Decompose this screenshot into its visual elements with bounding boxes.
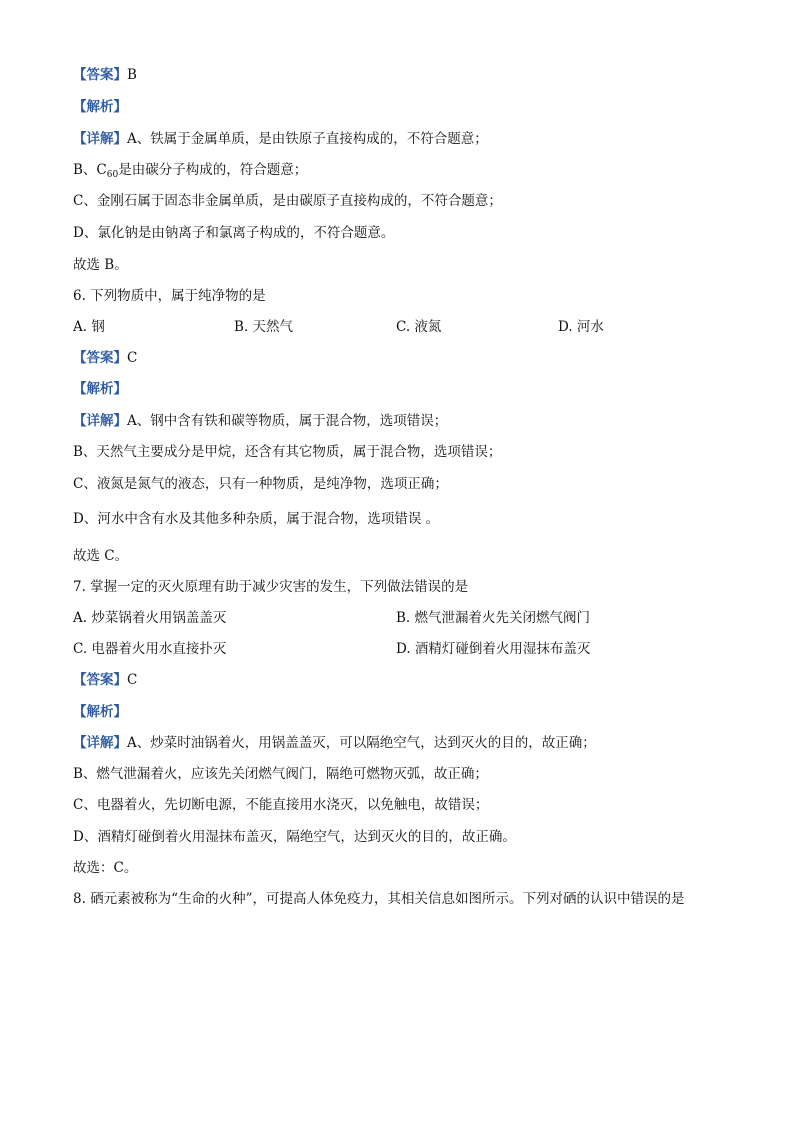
q7-option-a: A. 炒菜锅着火用锅盖盖灭 bbox=[73, 610, 227, 626]
q5-detail-b bbox=[73, 161, 307, 181]
analysis-label: 【解析】 bbox=[73, 381, 127, 397]
answer-label: 【答案】 bbox=[73, 67, 127, 83]
q7-detail-b: B、燃气泄漏着火，应该先关闭燃气阀门，隔绝可燃物灭弧，故正确； bbox=[73, 766, 488, 782]
analysis-label: 【解析】 bbox=[73, 704, 127, 720]
q8-stem: 8. 硒元素被称为“生命的火种”，可提高人体免疫力，其相关信息如图所示。下列对硒的认识中错误的是 bbox=[73, 891, 685, 907]
q6-detail-d: D、河水中含有水及其他多种杂质，属于混合物，选项错误 。 bbox=[73, 511, 440, 527]
detail-b-prefix: B、C bbox=[73, 162, 107, 178]
q6-detail-a bbox=[73, 412, 447, 430]
q5-detail-a bbox=[73, 130, 488, 148]
answer-value: C bbox=[127, 350, 138, 366]
q6-conclusion: 故选 C。 bbox=[73, 548, 129, 564]
q7-analysis-label bbox=[73, 703, 127, 721]
detail-label: 【详解】 bbox=[73, 735, 127, 751]
q6-answer bbox=[73, 349, 137, 367]
q6-stem: 6. 下列物质中，属于纯净物的是 bbox=[73, 288, 266, 304]
q6-option-a: A. 钢 bbox=[73, 319, 105, 335]
detail-label: 【详解】 bbox=[73, 413, 127, 429]
q5-detail-d: D、氯化钠是由钠离子和氯离子构成的，不符合题意。 bbox=[73, 225, 395, 241]
answer-label: 【答案】 bbox=[73, 350, 127, 366]
q7-detail-a bbox=[73, 734, 596, 752]
detail-text: A、炒菜时油锅着火，用锅盖盖灭，可以隔绝空气，达到灭火的目的，故正确； bbox=[127, 735, 596, 751]
detail-b-rest: 是由碳分子构成的，符合题意； bbox=[118, 162, 308, 178]
q5-answer bbox=[73, 66, 137, 84]
q5-detail-c: C、金刚石属于固态非金属单质，是由碳原子直接构成的，不符合题意； bbox=[73, 193, 502, 209]
q7-detail-c: C、电器着火，先切断电源，不能直接用水浇灭，以免触电，故错误； bbox=[73, 797, 489, 813]
detail-b-subscript: 60 bbox=[106, 170, 119, 180]
q6-option-c: C. 液氮 bbox=[396, 319, 442, 335]
q5-conclusion: 故选 B。 bbox=[73, 257, 128, 273]
q7-option-b: B. 燃气泄漏着火先关闭燃气阀门 bbox=[396, 610, 591, 626]
detail-text: A、钢中含有铁和碳等物质，属于混合物，选项错误； bbox=[127, 413, 448, 429]
q6-detail-b: B、天然气主要成分是甲烷，还含有其它物质，属于混合物，选项错误； bbox=[73, 444, 502, 460]
detail-label: 【详解】 bbox=[73, 131, 127, 147]
q6-analysis-label bbox=[73, 380, 127, 398]
q5-analysis-label bbox=[73, 98, 127, 116]
q6-detail-c: C、液氮是氮气的液态，只有一种物质，是纯净物，选项正确； bbox=[73, 476, 448, 492]
answer-value: C bbox=[127, 672, 138, 688]
detail-text: A、铁属于金属单质，是由铁原子直接构成的，不符合题意； bbox=[127, 131, 488, 147]
q7-option-d: D. 酒精灯碰倒着火用湿抹布盖灭 bbox=[396, 641, 591, 657]
q7-answer bbox=[73, 671, 137, 689]
analysis-label: 【解析】 bbox=[73, 99, 127, 115]
q6-option-b: B. 天然气 bbox=[234, 319, 294, 335]
answer-value: B bbox=[127, 67, 137, 83]
answer-label: 【答案】 bbox=[73, 672, 127, 688]
q7-conclusion: 故选：C。 bbox=[73, 860, 138, 876]
q6-option-d: D. 河水 bbox=[558, 319, 604, 335]
q7-stem: 7. 掌握一定的灭火原理有助于减少灾害的发生，下列做法错误的是 bbox=[73, 579, 469, 595]
q7-detail-d: D、酒精灯碰倒着火用湿抹布盖灭，隔绝空气，达到灭火的目的，故正确。 bbox=[73, 829, 516, 845]
q7-option-c: C. 电器着火用水直接扑灭 bbox=[73, 641, 227, 657]
